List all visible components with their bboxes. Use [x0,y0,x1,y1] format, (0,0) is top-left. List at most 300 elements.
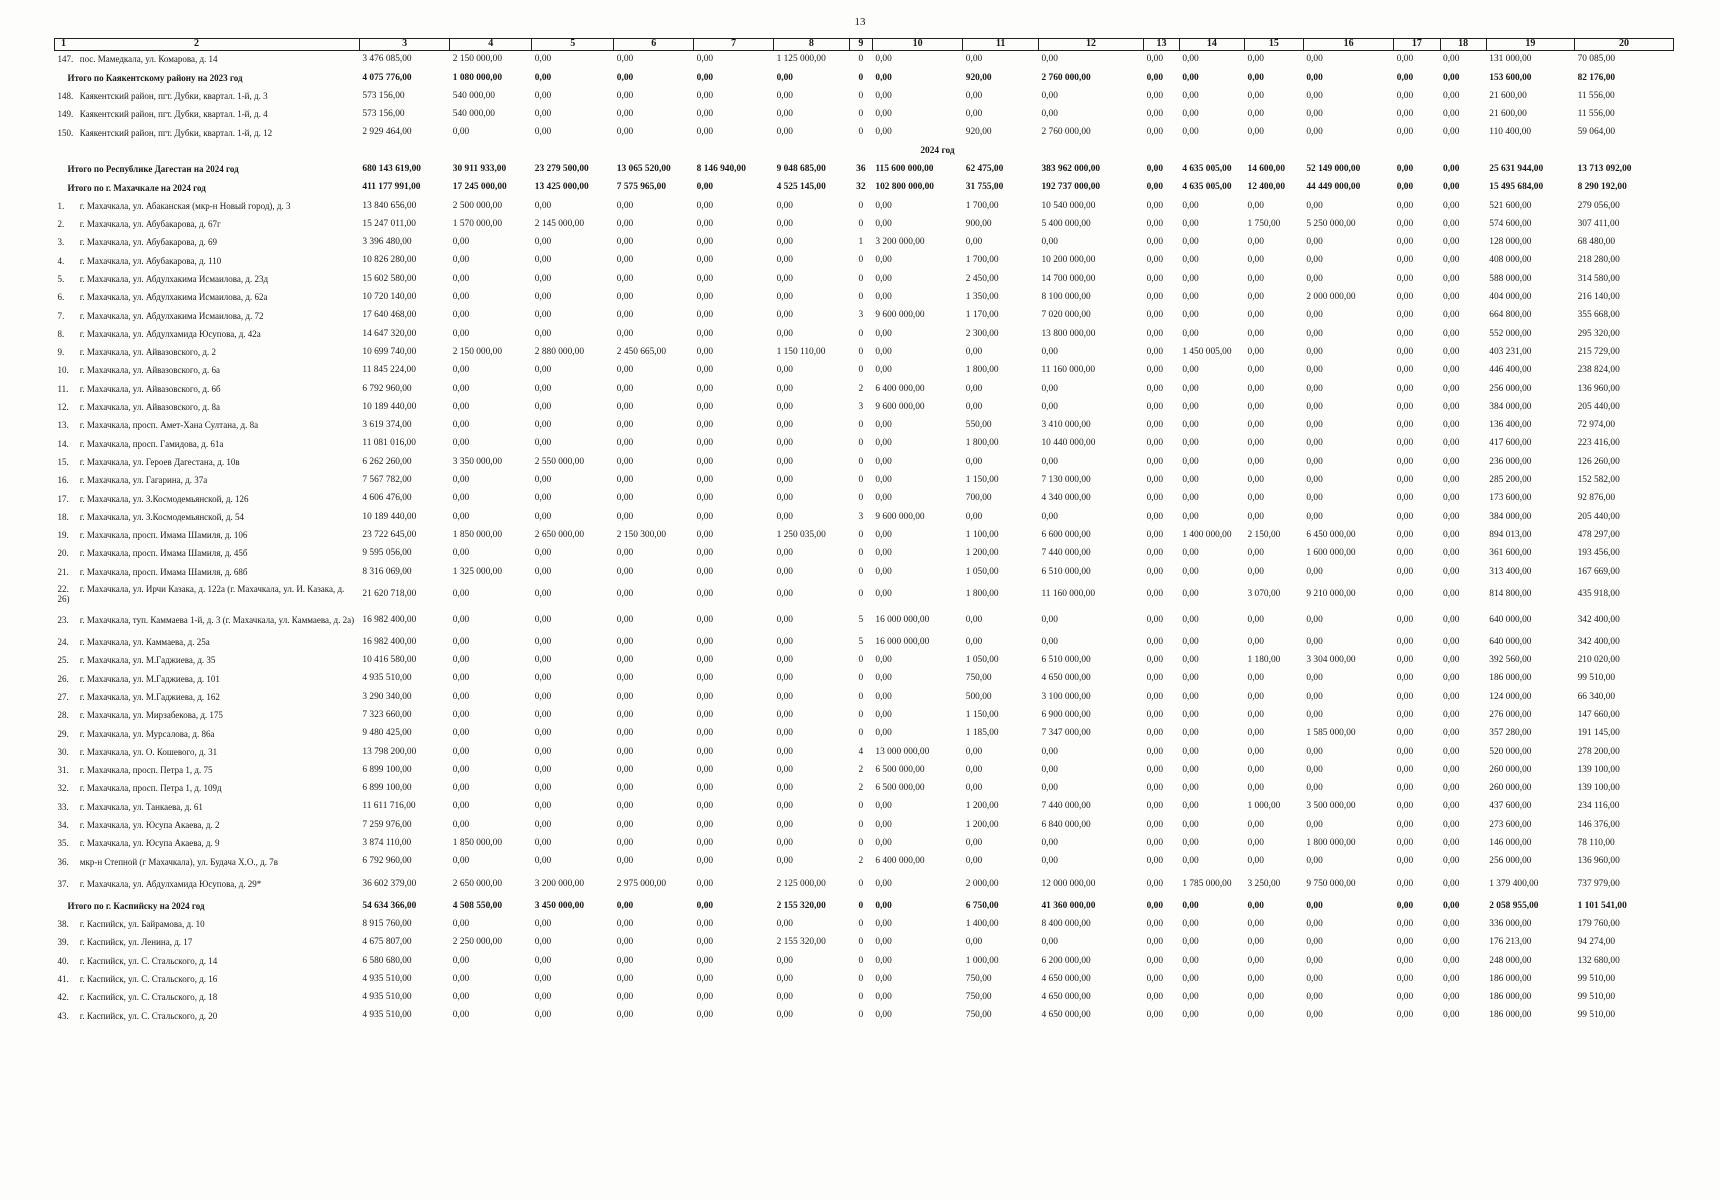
value-cell: 1 400,00 [965,918,999,929]
address-label: г. Махачкала, ул. Абубакарова, д. 110 [77,255,222,266]
value-cell: 0,00 [696,973,714,984]
value-cell: 0,00 [1146,493,1163,504]
value-cell: 2 975 000,00 [616,878,666,889]
address-label: г. Махачкала, ул. Айвазовского, д. 2 [77,347,216,358]
value-cell: 0,00 [1396,310,1414,321]
value-cell: 0,00 [696,383,714,394]
value-cell: 146 000,00 [1489,838,1532,849]
value-cell: 0,00 [452,710,470,720]
value-cell: 0,00 [616,900,634,911]
row-number: 26. [57,673,69,684]
address-cell [55,508,360,526]
subtotal-row [55,161,1674,179]
value-cell: 6 510 000,00 [1041,566,1091,577]
value-cell: 0,00 [534,109,552,120]
value-cell: 0,00 [1396,764,1414,775]
subtotal-row [55,179,1674,197]
value-cell: 0,00 [616,475,634,486]
value-cell: 9 210 000,00 [1306,588,1356,599]
value-cell: 0,00 [1247,838,1264,849]
value-cell: 2 [858,764,864,775]
value-cell: 3 350 000,00 [452,456,502,467]
value-cell: 0,00 [452,237,470,248]
value-cell: 342 400,00 [1577,614,1620,625]
address-label: г. Махачкала, ул. Абубакарова, д. 67г [77,219,221,230]
value-cell: 750,00 [965,673,992,684]
value-cell: 0,00 [616,937,634,948]
value-cell: 1 570 000,00 [452,218,502,229]
value-cell: 6 500 000,00 [875,764,925,775]
value-cell: 0,00 [1247,310,1264,321]
value-cell: 0,00 [1247,937,1264,948]
value-cell: 1 850 000,00 [452,838,502,849]
value-cell: 216 140,00 [1577,292,1620,303]
address-label: г. Махачкала, просп. Имама Шамиля, д. 45б [77,548,248,559]
value-cell: 0,00 [1396,401,1414,412]
value-cell: 186 000,00 [1489,673,1532,684]
value-cell: 1 800 000,00 [1306,838,1356,849]
address-cell [55,435,360,453]
table-row [55,545,1674,563]
row-number: 19. [57,530,69,541]
value-cell: 5 250 000,00 [1306,218,1356,229]
value-cell: 0,00 [875,955,892,966]
value-cell: 0,00 [776,218,793,229]
column-header: 19 [1486,39,1574,51]
value-cell: 0,00 [1306,237,1323,248]
value-cell: 0,00 [696,900,714,911]
value-cell: 0 [858,346,864,357]
address-label: г. Махачкала, ул. Юсупа Акаева, д. 2 [77,820,220,830]
value-cell: 0,00 [1396,838,1414,849]
value-cell: 0,00 [875,992,892,1003]
address-label: г. Махачкала, ул. Юсупа Акаева, д. 9 [77,838,220,849]
value-cell: 1 000,00 [1247,801,1281,812]
value-cell: 11 556,00 [1577,90,1615,101]
value-cell: 13 425 000,00 [534,182,589,193]
value-cell: 210 020,00 [1577,655,1620,666]
value-cell: 0,00 [1247,856,1264,867]
value-cell: 0,00 [696,346,714,357]
value-cell: 0,00 [452,746,470,757]
value-cell: 4 525 145,00 [776,182,826,193]
value-cell: 0,00 [1041,90,1058,101]
value-cell: 0,00 [452,588,470,599]
value-cell: 8 915 760,00 [362,918,412,929]
value-cell: 6 792 960,00 [362,856,412,867]
table-row [55,582,1674,608]
value-cell: 0,00 [875,918,892,929]
value-cell: 52 149 000,00 [1306,163,1361,174]
value-cell: 10 416 580,00 [362,655,417,666]
value-cell: 0,00 [1443,273,1460,284]
value-cell: 2 250 000,00 [452,937,502,948]
value-cell: 11 160 000,00 [1041,365,1096,376]
value-cell: 0,00 [1396,801,1414,812]
value-cell: 0,00 [1443,937,1460,948]
value-cell: 0,00 [696,673,714,684]
row-number: 147. [57,54,74,65]
value-cell: 920,00 [965,72,992,83]
value-cell: 6 792 960,00 [362,383,412,394]
table-row [55,670,1674,688]
value-cell: 1 250 035,00 [776,529,826,540]
value-cell: 0,00 [1443,420,1460,431]
value-cell: 0,00 [1182,1010,1199,1021]
value-cell: 0,00 [696,511,714,522]
page-number: 13 [854,16,866,28]
row-number: 42. [57,992,69,1003]
value-cell: 3 [858,511,864,522]
column-header: 1 [61,38,66,50]
value-cell: 0,00 [1443,511,1460,522]
value-cell: 136 960,00 [1577,856,1620,867]
value-cell: 0,00 [534,918,552,929]
value-cell: 9 600 000,00 [875,511,925,522]
value-cell: 0,00 [875,728,892,739]
value-cell: 0,00 [1396,955,1414,966]
value-cell: 0,00 [534,838,552,849]
value-cell: 0,00 [776,383,793,394]
address-cell [55,362,360,380]
value-cell: 0,00 [1182,310,1199,321]
address-label: г. Махачкала, ул. Айвазовского, д. 6а [77,365,220,376]
value-cell: 0,00 [696,1010,714,1021]
value-cell: 0,00 [776,420,793,431]
value-cell: 0,00 [616,728,634,739]
value-cell: 0 [858,328,864,339]
value-cell: 0 [858,838,864,849]
value-cell: 0,00 [1443,237,1460,248]
value-cell: 4 935 510,00 [362,992,412,1003]
address-cell [55,762,360,780]
value-cell: 0,00 [1396,273,1414,284]
value-cell: 0 [858,819,864,830]
value-cell: 92 876,00 [1577,493,1616,504]
value-cell: 0,00 [696,992,714,1003]
value-cell: 0,00 [534,764,552,775]
value-cell: 167 669,00 [1577,566,1620,577]
value-cell: 0 [858,255,864,266]
value-cell: 0,00 [616,819,634,830]
value-cell: 0,00 [776,493,793,504]
value-cell: 0,00 [1247,973,1264,984]
value-cell: 0,00 [1182,856,1199,867]
value-cell: 0,00 [1443,878,1460,889]
value-cell: 0,00 [776,475,793,486]
table-row [55,472,1674,490]
value-cell: 99 510,00 [1577,673,1616,684]
value-cell: 0,00 [1443,54,1460,65]
value-cell: 7 130 000,00 [1041,475,1091,486]
address-cell [55,106,360,124]
value-cell: 0,00 [1443,163,1460,174]
value-cell: 1 180,00 [1247,655,1281,666]
value-cell: 0,00 [616,764,634,775]
address-cell [55,289,360,307]
value-cell: 0,00 [1247,401,1264,412]
value-cell: 0,00 [534,728,552,739]
row-number: 43. [57,1010,69,1021]
value-cell: 0,00 [1182,838,1199,849]
column-header: 15 [1245,39,1304,51]
value-cell: 0,00 [1443,255,1460,266]
value-cell: 54 634 366,00 [362,900,417,911]
row-number: 10. [57,365,69,376]
value-cell: 0,00 [1146,456,1163,467]
value-cell: 0,00 [452,273,470,284]
value-cell: 0,00 [1306,273,1323,284]
value-cell: 0,00 [1146,691,1163,702]
table-row [55,563,1674,581]
value-cell: 0,00 [1041,614,1058,625]
row-number: 27. [57,691,69,702]
value-cell: 0,00 [776,511,793,522]
address-cell [55,634,360,652]
table-row [55,608,1674,634]
value-cell: 2 000 000,00 [1306,292,1356,303]
value-cell: 0,00 [965,937,983,948]
value-cell: 0,00 [534,72,552,83]
value-cell: 0,00 [1247,566,1264,577]
value-cell: 6 580 680,00 [362,955,412,966]
value-cell: 0,00 [1146,328,1163,339]
value-cell: 0,00 [1247,746,1264,757]
value-cell: 0,00 [776,90,793,101]
value-cell: 4 635 005,00 [1182,182,1232,193]
value-cell: 0 [858,72,864,83]
value-cell: 0,00 [776,588,793,599]
table-row [55,952,1674,970]
value-cell: 0,00 [696,783,714,794]
address-cell [55,454,360,472]
value-cell: 3 304 000,00 [1306,655,1356,666]
address-cell [55,563,360,581]
value-cell: 0,00 [1247,673,1264,684]
value-cell: 0,00 [1306,992,1323,1003]
value-cell: 814 800,00 [1489,588,1532,599]
column-header: 11 [963,39,1039,51]
value-cell: 417 600,00 [1489,438,1532,449]
value-cell: 540 000,00 [452,109,495,120]
value-cell: 72 974,00 [1577,420,1616,431]
column-header: 18 [1440,39,1486,51]
value-cell: 0,00 [776,438,793,449]
value-cell: 0,00 [1396,163,1414,174]
value-cell: 0,00 [875,438,892,449]
value-cell: 0,00 [776,801,793,812]
value-cell: 500,00 [965,691,992,702]
value-cell: 0,00 [1146,255,1163,266]
value-cell: 0,00 [776,365,793,376]
value-cell: 11 611 716,00 [362,801,416,812]
value-cell: 66 340,00 [1577,691,1616,702]
value-cell: 23 722 645,00 [362,529,417,540]
value-cell: 0,00 [776,856,793,867]
value-cell: 0 [858,548,864,559]
value-cell: 0,00 [1306,127,1323,138]
value-cell: 0 [858,566,864,577]
value-cell: 6 899 100,00 [362,783,412,794]
address-label: Каякентский район, пгт. Дубки, квартал. 1-й, д. 12 [77,127,273,138]
value-cell: 540 000,00 [452,90,495,101]
value-cell: 0,00 [1146,710,1163,720]
value-cell: 0,00 [1041,383,1058,394]
value-cell: 0,00 [965,614,983,625]
value-cell: 0,00 [965,109,983,120]
value-cell: 0 [858,109,864,120]
value-cell: 0,00 [616,72,634,83]
value-cell: 4 935 510,00 [362,673,412,684]
value-cell: 2 000,00 [965,878,999,889]
value-cell: 0,00 [616,328,634,339]
value-cell: 0,00 [696,529,714,540]
value-cell: 9 480 425,00 [362,728,412,739]
value-cell: 0,00 [1146,292,1163,303]
value-cell: 0,00 [965,346,983,357]
address-label: Каякентский район, пгт. Дубки, квартал. 1-й, д. 3 [77,91,268,102]
value-cell: 285 200,00 [1489,475,1532,486]
value-cell: 0,00 [534,365,552,376]
value-cell: 1 200,00 [965,548,999,559]
value-cell: 0,00 [1306,746,1323,757]
row-number: 6. [57,292,65,303]
table-row [55,652,1674,670]
address-cell [55,952,360,970]
value-cell: 12 400,00 [1247,182,1285,193]
value-cell: 0,00 [875,346,892,357]
row-number: 29. [57,728,69,739]
value-cell: 59 064,00 [1577,127,1616,138]
row-number: 22. [57,584,69,595]
value-cell: 0,00 [534,200,552,211]
value-cell: 3 476 085,00 [362,54,412,65]
value-cell: 0,00 [1146,90,1163,101]
value-cell: 383 962 000,00 [1041,163,1101,174]
value-cell: 0,00 [1146,383,1163,394]
column-header: 17 [1394,39,1440,51]
value-cell: 0,00 [1146,511,1163,522]
value-cell: 920,00 [965,127,992,138]
value-cell: 0,00 [1146,109,1163,120]
address-cell [55,897,360,915]
value-cell: 0,00 [696,819,714,830]
value-cell: 0,00 [1306,636,1323,647]
value-cell: 186 000,00 [1489,1010,1532,1021]
value-cell: 11 556,00 [1577,109,1615,120]
value-cell: 1 170,00 [965,310,999,321]
value-cell: 0,00 [875,878,892,889]
value-cell: 23 279 500,00 [534,163,589,174]
value-cell: 0,00 [534,237,552,248]
value-cell: 0,00 [1396,365,1414,376]
value-cell: 0,00 [1443,292,1460,303]
value-cell: 8 316 069,00 [362,566,412,577]
value-cell: 0,00 [965,511,983,522]
value-cell: 5 [858,614,864,625]
table-row [55,399,1674,417]
address-label: г. Махачкала, ул. З.Космодемьянской, д. 54 [77,511,244,522]
value-cell: 0,00 [452,636,470,647]
value-cell: 0,00 [534,255,552,266]
value-cell: 215 729,00 [1577,346,1620,357]
value-cell: 0,00 [1146,636,1163,647]
value-cell: 0,00 [1182,420,1199,431]
value-cell: 1 050,00 [965,566,999,577]
value-cell: 0,00 [875,218,892,229]
address-label: г. Махачкала, ул. Абдулхамида Юсупова, д. 42а [77,328,261,339]
value-cell: 0,00 [1396,1010,1414,1021]
value-cell: 16 982 400,00 [362,636,417,647]
value-cell: 15 247 011,00 [362,218,416,229]
value-cell: 0 [858,365,864,376]
value-cell: 0,00 [696,310,714,321]
value-cell: 0,00 [1041,401,1058,412]
value-cell: 0,00 [1443,529,1460,540]
value-cell: 0,00 [616,1010,634,1021]
row-number: 34. [57,820,69,830]
value-cell: 0,00 [1146,614,1163,625]
value-cell: 0,00 [616,918,634,929]
value-cell: 3 500 000,00 [1306,801,1356,812]
value-cell: 0,00 [875,255,892,266]
value-cell: 446 400,00 [1489,365,1532,376]
value-cell: 295 320,00 [1577,328,1620,339]
value-cell: 248 000,00 [1489,955,1532,966]
value-cell: 1 150 110,00 [776,346,826,357]
table-row [55,707,1674,725]
address-label: г. Каспийск, ул. Байрамова, д. 10 [77,919,205,930]
value-cell: 0,00 [1182,955,1199,966]
value-cell: 0,00 [1247,346,1264,357]
value-cell: 0,00 [452,310,470,321]
value-cell: 6 262 260,00 [362,456,412,467]
value-cell: 573 156,00 [362,109,405,120]
value-cell: 0,00 [1306,456,1323,467]
value-cell: 152 582,00 [1577,475,1620,486]
value-cell: 0,00 [1247,200,1264,211]
address-cell [55,1007,360,1025]
value-cell: 9 750 000,00 [1306,878,1356,889]
value-cell: 0,00 [875,493,892,504]
value-cell: 0,00 [696,328,714,339]
value-cell: 4 650 000,00 [1041,973,1091,984]
value-cell: 0,00 [1041,746,1058,757]
value-cell: 0,00 [965,383,983,394]
value-cell: 6 899 100,00 [362,764,412,775]
table-row [55,989,1674,1007]
value-cell: 0,00 [1306,511,1323,522]
value-cell: 0,00 [1146,937,1163,948]
value-cell: 4 606 476,00 [362,493,412,504]
table-row [55,289,1674,307]
value-cell: 0,00 [1247,493,1264,504]
value-cell: 0,00 [1396,456,1414,467]
address-cell [55,252,360,270]
value-cell: 0,00 [616,566,634,577]
value-cell: 0,00 [534,746,552,757]
value-cell: 0,00 [452,819,470,830]
row-number: 40. [57,955,69,966]
value-cell: 9 600 000,00 [875,310,925,321]
value-cell: 1 080 000,00 [452,72,502,83]
address-label: г. Махачкала, ул. Абдулхамида Юсупова, д. 29* [77,878,262,889]
value-cell: 0,00 [1396,54,1414,65]
value-cell: 2 450 665,00 [616,346,666,357]
value-cell: 0,00 [534,383,552,394]
value-cell: 10 440 000,00 [1041,438,1096,449]
value-cell: 0,00 [1306,420,1323,431]
